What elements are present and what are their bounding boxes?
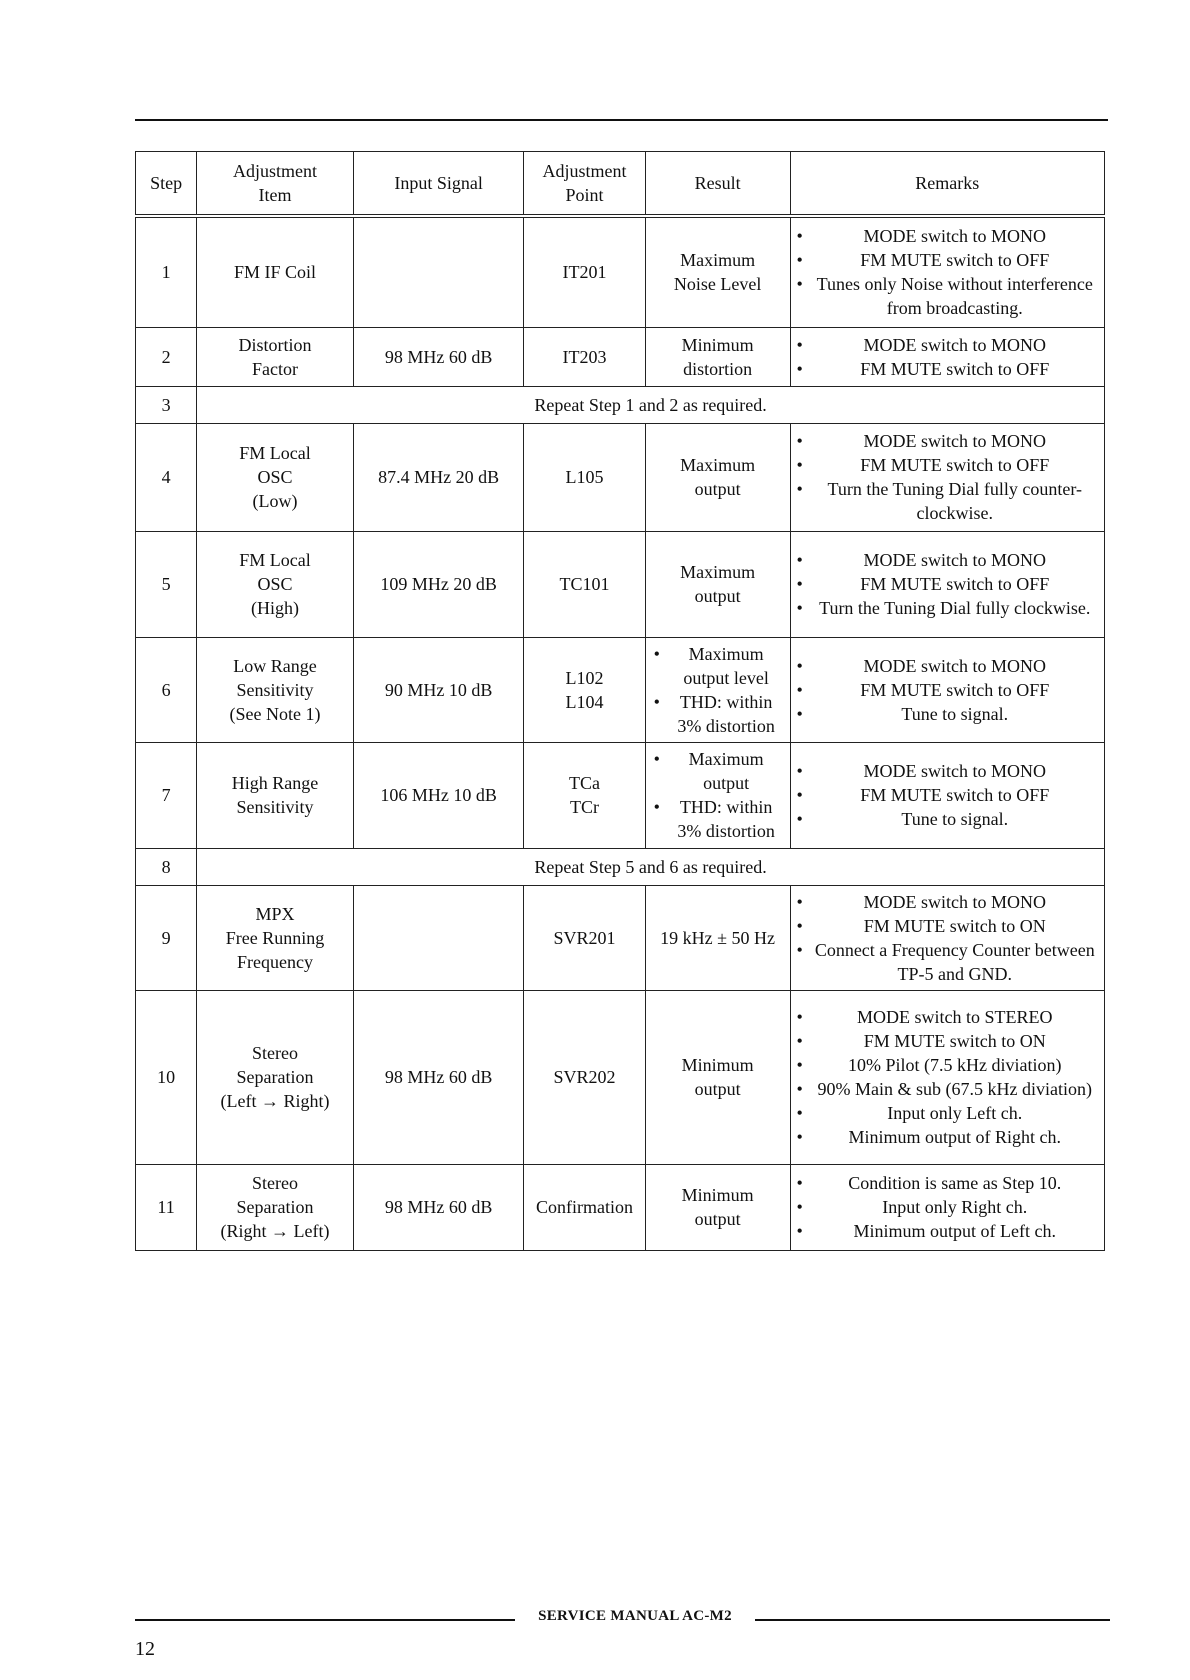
input-signal-cell [353,885,524,990]
table-row [136,423,1105,531]
table-row [136,885,1105,990]
remarks-cell [790,216,1104,327]
footer-title: SERVICE MANUAL AC-M2 [538,1608,732,1624]
adjustment-item-cell: FM Local OSC (Low) [197,423,354,531]
input-signal-cell: 87.4 MHz 20 dB [353,423,524,531]
adjustment-point-cell: IT203 [524,327,645,386]
adjustment-item-cell: FM Local OSC (High) [197,531,354,637]
remarks-cell [790,531,1104,637]
remarks-list [797,654,1098,726]
remark-item: • MODE switch to MONO [797,548,1098,572]
adjustment-point-cell: TCa TCr [524,742,645,848]
result-list [654,747,784,843]
step-cell: 1 [136,216,197,327]
input-signal-cell: 98 MHz 60 dB [353,327,524,386]
table-row [136,386,1105,423]
remark-item: • Tunes only Noise without interference from broadcasting. [797,272,1098,320]
remark-item: • Minimum output of Right ch. [797,1125,1098,1149]
adjustment-table [135,151,1105,1251]
remark-item: • MODE switch to MONO [797,890,1098,914]
step-cell: 10 [136,990,197,1164]
table-row [136,742,1105,848]
footer-rule-left [135,1619,515,1621]
remarks-cell [790,1164,1104,1250]
result-item: • Maximum output [654,747,784,795]
remarks-list [797,1005,1098,1149]
input-signal-cell: 106 MHz 10 dB [353,742,524,848]
remark-item: • Tune to signal. [797,807,1098,831]
remarks-cell [790,423,1104,531]
step-cell: 3 [136,386,197,423]
remark-item: • Input only Left ch. [797,1101,1098,1125]
remark-item: • MODE switch to MONO [797,759,1098,783]
header-remarks: Remarks [790,152,1104,217]
remark-item: • Connect a Frequency Counter between TP-5 and GND. [797,938,1098,986]
adjustment-item-cell: Stereo Separation (Right → Left) [197,1164,354,1250]
step-cell: 9 [136,885,197,990]
step-cell: 11 [136,1164,197,1250]
header-adjustment-item: Adjustment Item [197,152,354,217]
adjustment-item-cell: Low Range Sensitivity (See Note 1) [197,637,354,742]
remark-item: • FM MUTE switch to OFF [797,783,1098,807]
adjustment-point-cell: TC101 [524,531,645,637]
remark-item: • FM MUTE switch to OFF [797,357,1098,381]
header-result: Result [645,152,790,217]
remarks-cell [790,742,1104,848]
remark-item: • MODE switch to MONO [797,654,1098,678]
remark-item: • FM MUTE switch to OFF [797,453,1098,477]
page-number: 12 [135,1638,155,1660]
adjustment-point-cell: L102 L104 [524,637,645,742]
remarks-list [797,224,1098,320]
remark-item: • MODE switch to MONO [797,429,1098,453]
remark-item: • 90% Main & sub (67.5 kHz diviation) [797,1077,1098,1101]
note-cell: Repeat Step 5 and 6 as required. [197,848,1105,885]
adjustment-item-cell: Stereo Separation (Left → Right) [197,990,354,1164]
result-cell: Maximum output [645,531,790,637]
step-cell: 5 [136,531,197,637]
input-signal-cell: 98 MHz 60 dB [353,990,524,1164]
table-row [136,990,1105,1164]
top-rule [135,119,1108,121]
result-cell: Maximum Noise Level [645,216,790,327]
table-row [136,216,1105,327]
table-row [136,848,1105,885]
adjustment-item-cell: Distortion Factor [197,327,354,386]
adjustment-point-cell: L105 [524,423,645,531]
remark-item: • MODE switch to MONO [797,224,1098,248]
remarks-list [797,548,1098,620]
adjustment-point-cell: IT201 [524,216,645,327]
header-input-signal: Input Signal [353,152,524,217]
remark-item: • Minimum output of Left ch. [797,1219,1098,1243]
table-body [136,216,1105,1250]
result-item: • Maximum output level [654,642,784,690]
input-signal-cell: 98 MHz 60 dB [353,1164,524,1250]
adjustment-point-cell: SVR202 [524,990,645,1164]
table-row [136,1164,1105,1250]
table-row [136,327,1105,386]
result-cell: Maximum output [645,423,790,531]
adjustment-item-cell: High Range Sensitivity [197,742,354,848]
adjustment-point-cell: SVR201 [524,885,645,990]
remarks-list [797,759,1098,831]
adjustment-item-cell: MPX Free Running Frequency [197,885,354,990]
remark-item: • FM MUTE switch to OFF [797,678,1098,702]
remark-item: • 10% Pilot (7.5 kHz diviation) [797,1053,1098,1077]
remark-item: • FM MUTE switch to OFF [797,248,1098,272]
result-cell: Minimum distortion [645,327,790,386]
remarks-cell [790,885,1104,990]
remarks-cell [790,637,1104,742]
table-header-row [136,152,1105,217]
table-row [136,531,1105,637]
remarks-list [797,1171,1098,1243]
header-step: Step [136,152,197,217]
remarks-list [797,429,1098,525]
remark-item: • Condition is same as Step 10. [797,1171,1098,1195]
input-signal-cell: 109 MHz 20 dB [353,531,524,637]
remark-item: • MODE switch to STEREO [797,1005,1098,1029]
step-cell: 6 [136,637,197,742]
remark-item: • FM MUTE switch to ON [797,1029,1098,1053]
step-cell: 8 [136,848,197,885]
result-cell: Minimum output [645,990,790,1164]
input-signal-cell [353,216,524,327]
remark-item: • FM MUTE switch to OFF [797,572,1098,596]
header-adjustment-point: Adjustment Point [524,152,645,217]
remarks-cell [790,990,1104,1164]
input-signal-cell: 90 MHz 10 dB [353,637,524,742]
result-item: • THD: within 3% distortion [654,690,784,738]
remark-item: • MODE switch to MONO [797,333,1098,357]
footer-rule-right [755,1619,1110,1621]
step-cell: 2 [136,327,197,386]
result-cell [645,742,790,848]
step-cell: 7 [136,742,197,848]
result-list [654,642,784,738]
result-item: • THD: within 3% distortion [654,795,784,843]
result-cell [645,637,790,742]
remarks-list [797,890,1098,986]
remark-item: • Turn the Tuning Dial fully counter-clockwise. [797,477,1098,525]
remarks-list [797,333,1098,381]
remark-item: • Tune to signal. [797,702,1098,726]
adjustment-point-cell: Confirmation [524,1164,645,1250]
table-row [136,637,1105,742]
result-cell: Minimum output [645,1164,790,1250]
step-cell: 4 [136,423,197,531]
result-cell: 19 kHz ± 50 Hz [645,885,790,990]
remark-item: • FM MUTE switch to ON [797,914,1098,938]
adjustment-item-cell: FM IF Coil [197,216,354,327]
remark-item: • Turn the Tuning Dial fully clockwise. [797,596,1098,620]
remark-item: • Input only Right ch. [797,1195,1098,1219]
note-cell: Repeat Step 1 and 2 as required. [197,386,1105,423]
remarks-cell [790,327,1104,386]
